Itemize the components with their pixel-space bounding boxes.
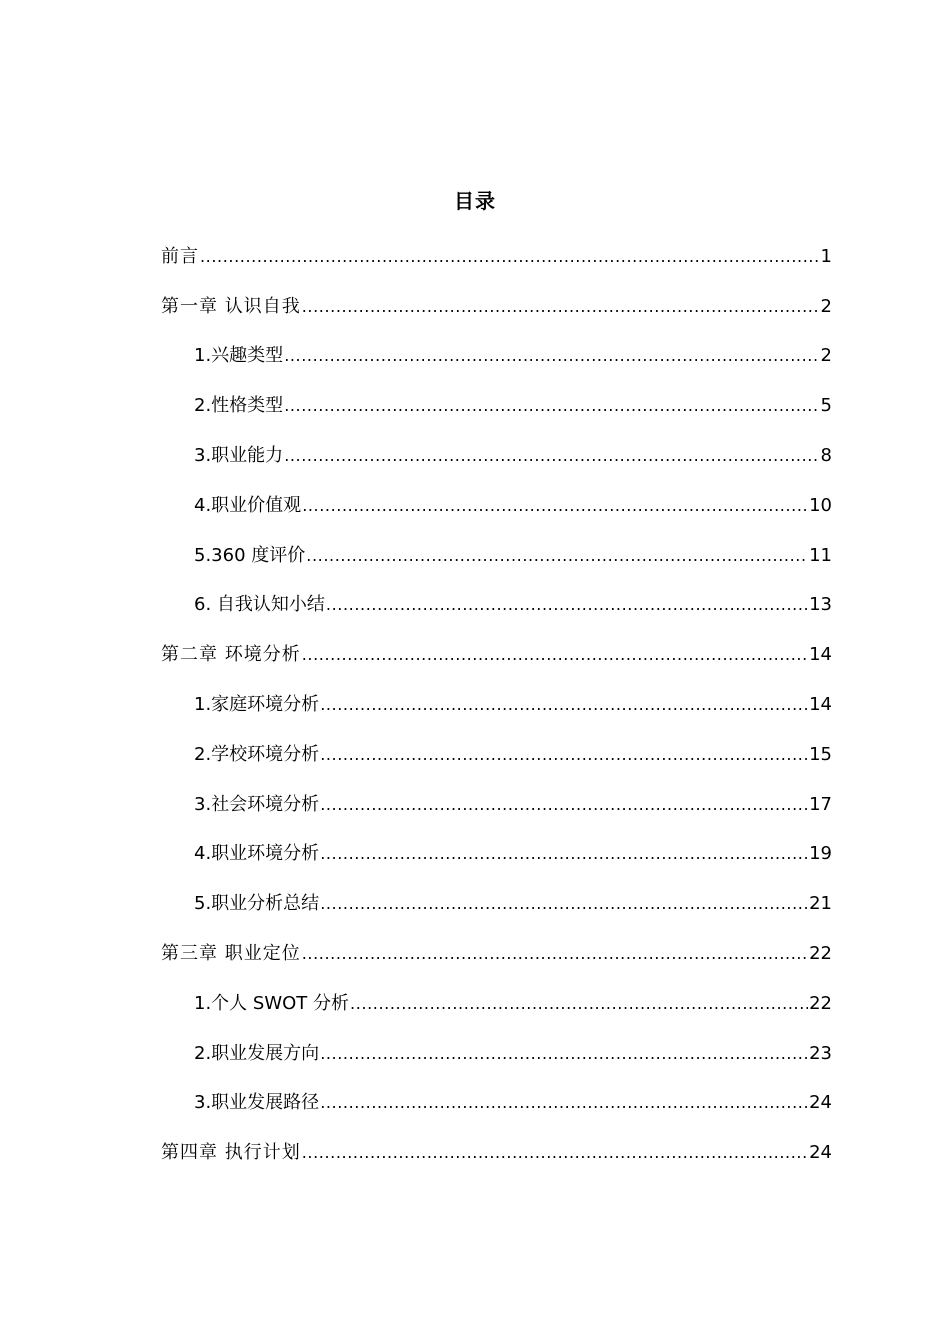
toc-dot-leader — [200, 245, 820, 269]
toc-entry-page-number: 24 — [809, 1092, 832, 1114]
toc-entry[interactable] — [161, 581, 832, 631]
toc-entry-label: 2.学校环境分析 — [194, 743, 320, 765]
toc-dot-leader — [284, 444, 819, 468]
toc-entry-label: 第三章 职业定位 — [161, 943, 301, 965]
toc-entry[interactable] — [161, 282, 832, 332]
toc-entry-page-number: 21 — [809, 893, 832, 915]
toc-entry[interactable] — [161, 680, 832, 730]
toc-dot-leader — [302, 643, 808, 667]
toc-entry-page-number: 19 — [809, 843, 832, 865]
toc-entry-page-number: 17 — [809, 793, 832, 815]
toc-entry-page-number: 8 — [820, 445, 832, 467]
toc-entry-page-number: 10 — [809, 494, 832, 516]
toc-dot-leader — [326, 593, 808, 617]
toc-entry-label: 2.职业发展方向 — [194, 1042, 320, 1064]
toc-entry-page-number: 15 — [809, 743, 832, 765]
toc-entry-page-number: 23 — [809, 1042, 832, 1064]
toc-entry-page-number: 24 — [809, 1142, 832, 1164]
toc-entry[interactable] — [161, 232, 832, 282]
toc-entry[interactable] — [161, 531, 832, 581]
toc-entry[interactable] — [161, 780, 832, 830]
toc-dot-leader — [284, 344, 819, 368]
toc-entry[interactable] — [161, 730, 832, 780]
toc-entry-page-number: 14 — [809, 694, 832, 716]
toc-dot-leader — [320, 1042, 808, 1066]
toc-dot-leader — [320, 743, 808, 767]
toc-dot-leader — [320, 693, 808, 717]
toc-entry-page-number: 13 — [809, 594, 832, 616]
table-of-contents — [161, 232, 832, 1178]
toc-dot-leader — [284, 394, 819, 418]
toc-dot-leader — [306, 544, 808, 568]
toc-dot-leader — [350, 992, 808, 1016]
toc-entry-page-number: 11 — [809, 544, 832, 566]
toc-entry-page-number: 5 — [820, 395, 832, 417]
toc-entry-page-number: 22 — [809, 943, 832, 965]
toc-dot-leader — [320, 1091, 808, 1115]
toc-dot-leader — [302, 295, 820, 319]
toc-entry-label: 前言 — [161, 245, 199, 267]
toc-entry-label: 3.职业能力 — [194, 445, 284, 467]
toc-dot-leader — [302, 494, 808, 518]
toc-entry-page-number: 1 — [820, 245, 832, 267]
toc-entry-page-number: 2 — [820, 295, 832, 317]
toc-entry-label: 5.360 度评价 — [194, 544, 306, 566]
toc-entry-label: 第一章 认识自我 — [161, 295, 301, 317]
toc-dot-leader — [302, 942, 808, 966]
toc-entry-label: 5.职业分析总结 — [194, 893, 320, 915]
toc-entry[interactable] — [161, 381, 832, 431]
toc-title: 目录 — [454, 189, 496, 213]
toc-entry-label: 2.性格类型 — [194, 395, 284, 417]
toc-dot-leader — [302, 1141, 808, 1165]
toc-entry-label: 4.职业环境分析 — [194, 843, 320, 865]
toc-entry-label: 1.兴趣类型 — [194, 345, 284, 367]
toc-entry-label: 3.社会环境分析 — [194, 793, 320, 815]
toc-entry-label: 1.个人 SWOT 分析 — [194, 992, 350, 1014]
toc-entry[interactable] — [161, 1029, 832, 1079]
toc-entry[interactable] — [161, 431, 832, 481]
toc-entry[interactable] — [161, 830, 832, 880]
toc-entry-label: 1.家庭环境分析 — [194, 694, 320, 716]
toc-entry[interactable] — [161, 879, 832, 929]
toc-entry[interactable] — [161, 332, 832, 382]
toc-dot-leader — [320, 793, 808, 817]
toc-entry[interactable] — [161, 1079, 832, 1129]
toc-entry-label: 4.职业价值观 — [194, 494, 302, 516]
toc-entry[interactable] — [161, 979, 832, 1029]
toc-entry[interactable] — [161, 929, 832, 979]
toc-entry[interactable] — [161, 481, 832, 531]
toc-entry-page-number: 22 — [809, 992, 832, 1014]
toc-entry-page-number: 2 — [820, 345, 832, 367]
toc-entry-label: 第二章 环境分析 — [161, 644, 301, 666]
toc-entry-label: 6. 自我认知小结 — [194, 594, 325, 616]
toc-dot-leader — [320, 892, 808, 916]
toc-entry-label: 第四章 执行计划 — [161, 1142, 301, 1164]
toc-entry-label: 3.职业发展路径 — [194, 1092, 320, 1114]
toc-entry[interactable] — [161, 1128, 832, 1178]
toc-dot-leader — [320, 842, 808, 866]
toc-entry-page-number: 14 — [809, 644, 832, 666]
toc-entry[interactable] — [161, 630, 832, 680]
